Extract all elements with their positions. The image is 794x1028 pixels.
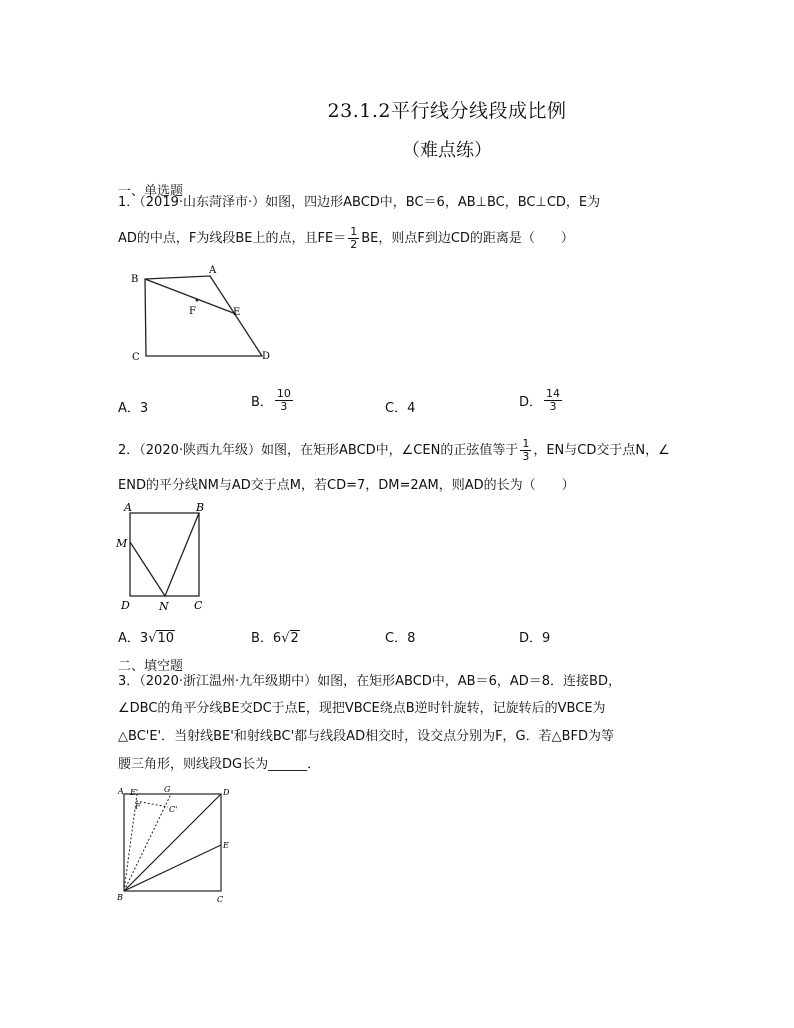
q1-option-d-den: 3: [549, 400, 557, 413]
q2-rectangle: [130, 513, 199, 596]
q2-fraction: [520, 438, 531, 463]
q1-option-a[interactable]: [118, 397, 148, 416]
q2-option-a[interactable]: A．3√10: [118, 631, 175, 646]
q3-label-c1: C': [169, 805, 178, 814]
q3-label-e1: E': [130, 788, 139, 797]
q3-line4: 腰三角形，则线段DG长为______．: [118, 757, 321, 772]
q2-line1-start: 2．（2020·陕西九年级）如图，在矩形ABCD中，∠CEN的正弦值等于: [118, 443, 519, 458]
q1-label-c: C: [132, 352, 140, 363]
q1-option-b-num: 10: [276, 387, 291, 400]
q3-label-g: G: [164, 785, 171, 794]
q3-label-a: A: [118, 787, 124, 796]
q2-option-d-label: D．: [519, 631, 543, 646]
q1-option-d-label: D．: [519, 395, 543, 410]
q1-quadrilateral: [145, 276, 262, 356]
q2-line1: [118, 438, 670, 463]
q2-segments: [130, 513, 199, 596]
q1-label-e: E: [233, 307, 241, 318]
q2-option-c-value: 8: [407, 631, 416, 646]
q2-option-a-coef: 3: [139, 631, 149, 646]
q2-figure: [112, 500, 222, 615]
q1-label-d: D: [262, 351, 271, 362]
q2-option-b-coef: 6: [272, 631, 282, 646]
q2-label-c: C: [194, 599, 203, 612]
q2-option-b-radicand: 2: [290, 631, 299, 646]
q3-label-f: F: [135, 802, 141, 811]
q1-line2-start: AD的中点，F为线段BE上的点，且FE＝: [118, 231, 347, 246]
q3-label-d: D: [223, 788, 230, 797]
q1-line1: 1．（2019·山东菏泽市·）如图，四边形ABCD中，BC＝6，AB⊥BC，BC⊥CD，E为: [118, 195, 601, 210]
q3-label-c: C: [217, 895, 224, 904]
q1-figure: [125, 262, 285, 372]
page-subtitle: （难点练）: [402, 140, 492, 161]
q3-figure: [112, 782, 242, 907]
q3-line1: 3．（2020·浙江温州·九年级期中）如图，在矩形ABCD中，AB＝6，AD＝8．连接BD，: [118, 674, 621, 689]
q3-ray-bc1: [124, 794, 171, 891]
q2-line1-end: ，EN与CD交于点N，∠: [533, 443, 670, 458]
q1-frac-den: 2: [350, 238, 358, 251]
q3-label-b: B: [117, 893, 123, 902]
q1-point-f: [196, 299, 199, 302]
q1-option-b-fraction: [275, 388, 293, 413]
q2-option-b-label: B．: [251, 631, 273, 646]
q1-frac-num: 1: [350, 225, 358, 238]
section-heading-fill-blank: 二、填空题: [118, 659, 184, 674]
q2-option-c-label: C．: [385, 631, 408, 646]
q2-option-c[interactable]: [385, 627, 415, 646]
q1-option-d-num: 14: [546, 387, 561, 400]
page-title: 23.1.2平行线分线段成比例: [327, 100, 567, 122]
q2-line2: END的平分线NM与AD交于点M，若CD=7，DM=2AM，则AD的长为（ ）: [118, 478, 575, 493]
q2-label-a: A: [124, 501, 132, 514]
q1-label-f: F: [189, 306, 196, 317]
q3-line3: △BC'E'．当射线BE'和射线BC'都与线段AD相交时，设交点分别为F，G．若△BFD为等: [118, 729, 615, 744]
q2-frac-num: 1: [522, 437, 530, 450]
section-heading-single-choice: 一、单选题: [118, 184, 184, 199]
q1-option-b-den: 3: [280, 400, 288, 413]
q1-label-b: B: [131, 274, 139, 285]
q1-line2: [118, 226, 574, 251]
q2-label-b: B: [196, 501, 205, 514]
q1-option-d[interactable]: [519, 388, 564, 413]
q1-option-b[interactable]: [251, 388, 295, 413]
q1-fraction: [348, 226, 359, 251]
q1-option-c[interactable]: [385, 397, 415, 416]
q1-option-c-label: C．: [385, 401, 408, 416]
q1-label-a: A: [209, 265, 217, 276]
q1-option-a-label: A．: [118, 401, 140, 416]
q3-segment-e1c1: [136, 801, 168, 807]
q1-option-a-value: 3: [139, 401, 149, 416]
q2-frac-den: 3: [522, 450, 530, 463]
q2-option-d[interactable]: [519, 627, 550, 646]
q1-line2-end: BE，则点F到边CD的距离是（ ）: [361, 231, 574, 246]
q1-option-c-value: 4: [407, 401, 416, 416]
q2-label-m: M: [116, 537, 128, 550]
q2-label-d: D: [121, 599, 130, 612]
q3-bisector-be: [124, 845, 221, 891]
q1-option-b-label: B．: [251, 395, 273, 410]
q1-option-d-fraction: [544, 388, 562, 413]
q2-option-a-label: A．: [118, 631, 140, 646]
q2-option-d-value: 9: [542, 631, 551, 646]
q2-option-a-radicand: 10: [157, 631, 175, 646]
q2-label-n: N: [159, 600, 169, 613]
q3-label-e: E: [223, 841, 229, 850]
q3-line2: ∠DBC的角平分线BE交DC于点E，现把VBCE绕点B逆时针旋转，记旋转后的VBCE为: [118, 701, 606, 716]
q2-option-b[interactable]: B．6√2: [251, 631, 299, 646]
